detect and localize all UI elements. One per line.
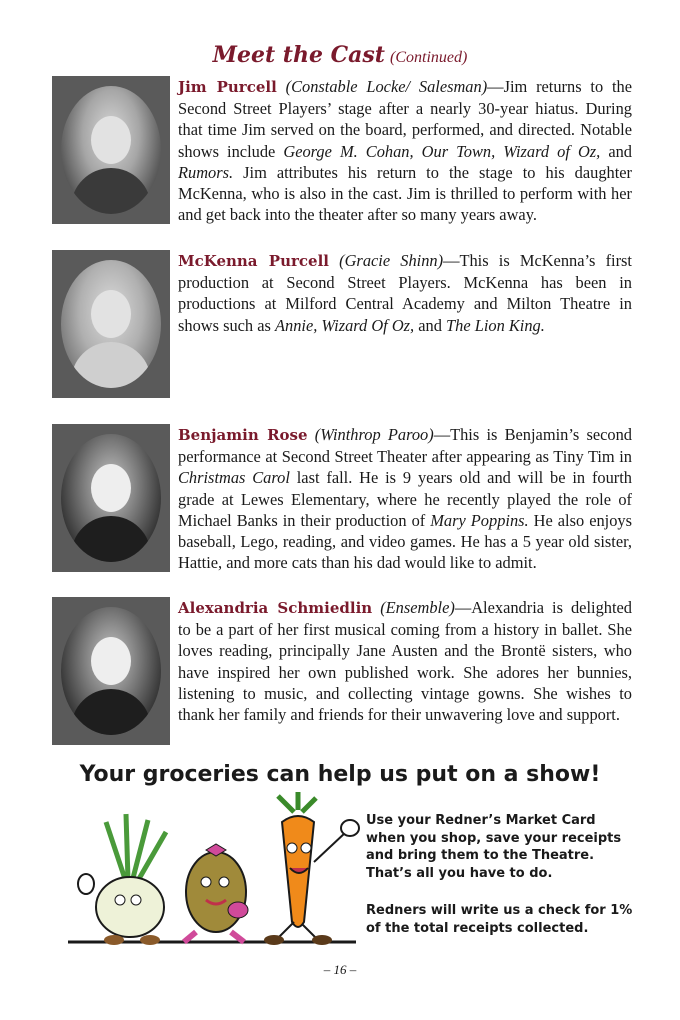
cast-name: Jim Purcell [178, 78, 277, 96]
ad-paragraph-2: Redners will write us a check for 1% of the total receipts collected. [366, 903, 633, 936]
title-italic: Rumors. [178, 162, 234, 182]
bio-segment: and [600, 141, 632, 161]
potato-icon [186, 852, 246, 932]
portrait-photo-alexandria [52, 597, 170, 745]
onion-leaves-icon [106, 814, 166, 884]
title-italic: The Lion King. [446, 315, 545, 335]
bio-segment: He also enjoys baseball, Lego, reading, and video games. He has a 5 year old sister, Hattie, and more cats than his dad would like to admit. [178, 510, 632, 573]
ad-paragraph-1: Use your Redner’s Market Card when you shop, save your receipts and bring them to the Theatre. That’s all you have to do. [366, 813, 622, 881]
title-italic: Christmas Carol [178, 468, 290, 488]
page-title [0, 42, 680, 68]
bio-segment: —This is McKenna’s first production at Second Street Players. McKenna has been in productions at Milford Central Academy and Milton Theatre in shows such as [178, 251, 632, 335]
title-italic: Mary Poppins. [430, 510, 529, 530]
bio-segment: Jim attributes his return to the stage to his daughter McKenna, who is also in the cast. Jim is thrilled to perform with her and get back into the theater after so many years away. [178, 162, 632, 225]
title-sub: (Continued) [390, 49, 468, 66]
carrot-leaves-icon [278, 792, 316, 812]
cast-role: (Winthrop Paroo) [314, 425, 434, 444]
onion-icon [96, 877, 164, 937]
title-italic: George M. Cohan, Our Town, Wizard of Oz, [283, 141, 601, 161]
bio-segment: last fall. He is 9 years old and will be in fourth grade at Lewes Elementary, where he recently played the role of Michael Banks in their production of [178, 468, 632, 530]
cast-name: McKenna Purcell [178, 252, 329, 270]
title-main: Meet the Cast [212, 42, 385, 68]
cast-name: Benjamin Rose [178, 426, 308, 444]
bio-segment: —Alexandria is delighted to be a part of her first musical coming from a history in ballet. She loves reading, principally Jane Austen and the Brontë sisters, who have inspired her own published work. She adores her bunnies, listening to music, and collecting vintage gowns. She wishes to thank her family and friends for their unwavering love and support. [178, 598, 632, 725]
portrait-photo-mckenna [52, 250, 170, 398]
bio-segment: and [414, 315, 447, 335]
cast-bio-text [178, 425, 632, 572]
page-number: – 16 – [323, 962, 357, 977]
cast-bio-text [178, 77, 632, 224]
cast-role: (Gracie Shinn) [339, 251, 444, 270]
cast-bio [178, 597, 632, 725]
cast-bio [178, 250, 632, 336]
title-italic: Annie, Wizard Of Oz, [274, 315, 415, 335]
cast-name: Alexandria Schmiedlin [178, 599, 373, 617]
vegetable-cartoon-illustration [66, 792, 366, 952]
bio-segment: —This is Benjamin’s second performance at Second Street Theater after appearing as Tiny Tim in [178, 425, 632, 467]
ad-headline: Your groceries can help us put on a show! [79, 762, 601, 787]
portrait-photo-benjamin [52, 424, 170, 572]
portrait-photo-jim [52, 76, 170, 224]
cast-role: (Ensemble) [380, 598, 455, 617]
cast-bio [178, 424, 632, 573]
cast-bio [178, 76, 632, 225]
cast-role: (Constable Locke/ Salesman) [285, 77, 488, 96]
bio-segment: —Jim returns to the Second Street Players’ stage after a nearly 30-year hiatus. During that time Jim served on the board, performed, and directed. Notable shows include [178, 77, 632, 161]
